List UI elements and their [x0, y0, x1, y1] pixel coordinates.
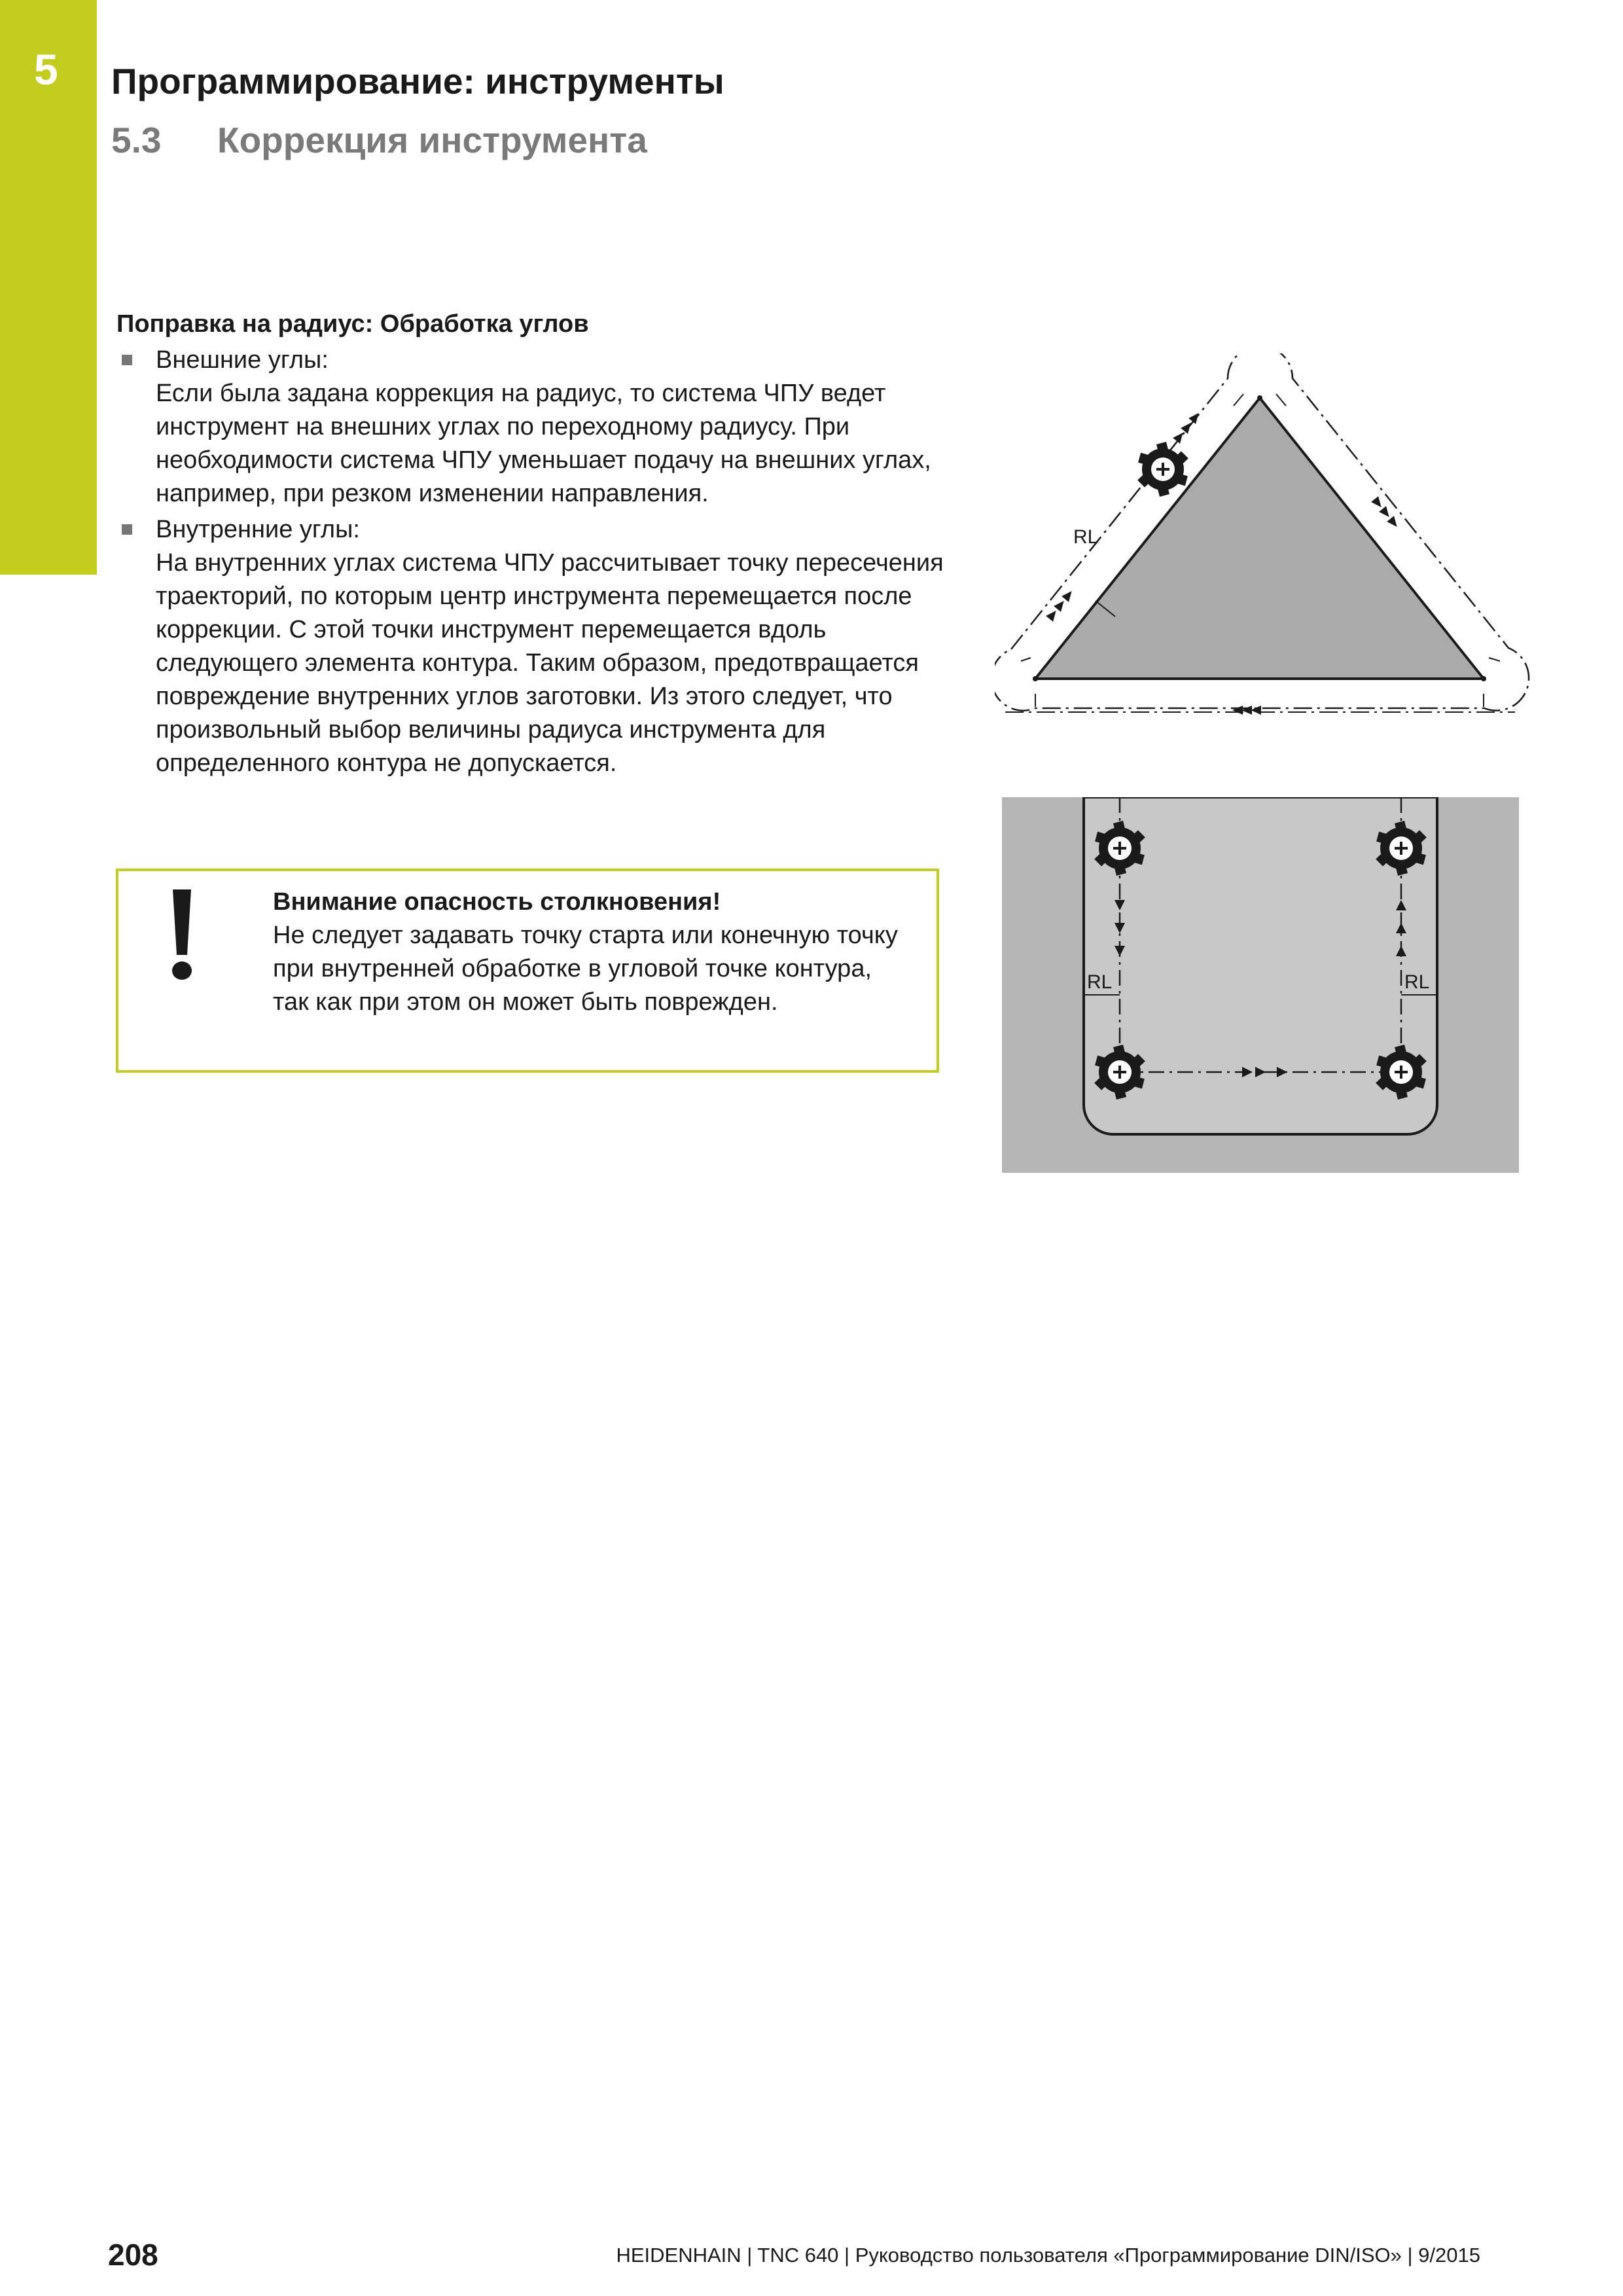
- chapter-number: 5: [34, 45, 58, 94]
- footer-text: HEIDENHAIN | TNC 640 | Руководство пользователя «Программирование DIN/ISO» | 9/2015: [616, 2244, 1480, 2267]
- rl-label: RL: [1073, 526, 1099, 548]
- milling-cutter-icon: [1136, 442, 1190, 497]
- bullet-square-icon: [122, 355, 132, 365]
- bullet-title: Внутренние углы:: [156, 516, 360, 543]
- bullet-outer-corners: [116, 344, 951, 511]
- warning-content: [273, 886, 914, 1019]
- corner-marker-left: [1021, 658, 1038, 707]
- bullet-inner-corners: [116, 513, 951, 780]
- bullet-text: На внутренних углах система ЧПУ рассчитывает точку пересечения траекторий, по которым центр инструмента перемещается после коррекции. С этой точки инструмент перемещается вдоль следующего элемента контура. Таким образом, предотвращается повреждение внутренних углов заготовки. Из этого следует, что произвольный выбор величины радиуса инструмента для определенного контура не допускается.: [156, 549, 944, 777]
- rl-label-right: RL: [1404, 971, 1430, 993]
- corner-marker-right: [1481, 658, 1500, 707]
- workpiece-triangle: [1035, 398, 1484, 679]
- inner-corners-figure: [1002, 797, 1519, 1173]
- page-number: 208: [108, 2238, 158, 2272]
- bullet-square-icon: [122, 524, 132, 535]
- warning-box: [116, 869, 939, 1073]
- body-text: [116, 308, 951, 780]
- warning-text: Не следует задавать точку старта или конечную точку при внутренней обработке в угловой точке контура, так как при этом он может быть поврежден.: [273, 922, 898, 1016]
- outer-corners-figure: [995, 353, 1531, 720]
- subheading: Поправка на радиус: Обработка углов: [116, 310, 589, 338]
- bullet-text: Если была задана коррекция на радиус, то система ЧПУ ведет инструмент на внешних углах по переходному радиусу. При необходимости система ЧПУ уменьшает подачу на внешних углах, например, при резком изменении направления.: [156, 380, 931, 507]
- rl-label-left: RL: [1087, 971, 1113, 993]
- exclamation-icon: [171, 889, 193, 981]
- section-heading: [111, 119, 647, 161]
- chapter-title: Программирование: инструменты: [111, 61, 724, 101]
- bullet-title: Внешние углы:: [156, 346, 329, 374]
- section-title: Коррекция инструмента: [217, 120, 647, 160]
- warning-title: Внимание опасность столкновения!: [273, 888, 721, 916]
- section-number: 5.3: [111, 120, 162, 160]
